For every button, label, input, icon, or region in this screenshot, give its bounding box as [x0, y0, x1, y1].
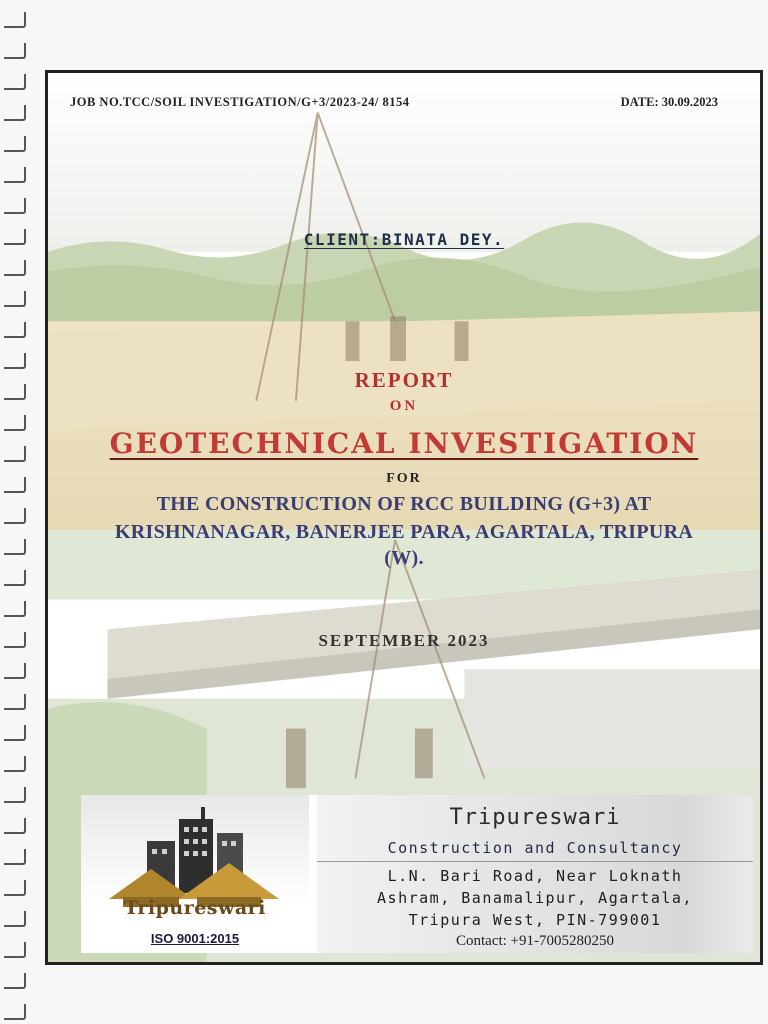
binding-ring — [4, 849, 26, 865]
binding-ring — [4, 725, 26, 741]
binding-ring — [4, 136, 26, 152]
job-number: JOB NO.TCC/SOIL INVESTIGATION/G+3/2023-24/ 8154 — [70, 95, 410, 109]
company-footer — [81, 795, 753, 953]
binding-ring — [4, 477, 26, 493]
main-title: GEOTECHNICAL INVESTIGATION — [109, 427, 699, 460]
binding-ring — [4, 632, 26, 648]
for-label: FOR — [386, 471, 422, 486]
binding-ring — [4, 260, 26, 276]
binding-ring — [4, 415, 26, 431]
binding-ring — [4, 384, 26, 400]
binding-ring — [4, 1004, 26, 1020]
binding-ring — [4, 973, 26, 989]
report-label: REPORT — [354, 368, 454, 392]
address-line-1: L.N. Bari Road, Near Loknath — [387, 867, 683, 885]
logo-wordmark: Tripureswari — [124, 897, 266, 919]
binding-ring — [4, 601, 26, 617]
client-name: CLIENT:BINATA DEY. — [303, 230, 505, 249]
address-line-2: Ashram, Banamalipur, Agartala, — [377, 889, 693, 907]
binding-ring — [4, 105, 26, 121]
company-name: Tripureswari — [449, 805, 621, 830]
company-info — [317, 795, 753, 953]
binding-ring — [4, 663, 26, 679]
binding-ring — [4, 229, 26, 245]
binding-ring — [4, 942, 26, 958]
subtitle-line-1: THE CONSTRUCTION OF RCC BUILDING (G+3) AT — [156, 493, 652, 515]
spiral-binding — [0, 0, 36, 1024]
binding-ring — [4, 508, 26, 524]
on-label: ON — [389, 398, 419, 414]
iso-certification: ISO 9001:2015 — [150, 931, 240, 946]
company-logo — [81, 795, 309, 953]
binding-ring — [4, 322, 26, 338]
divider — [317, 861, 753, 862]
binding-ring — [4, 74, 26, 90]
binding-ring — [4, 198, 26, 214]
binding-ring — [4, 12, 26, 28]
binding-ring — [4, 694, 26, 710]
contact-number: Contact: +91-7005280250 — [455, 933, 615, 949]
subtitle-line-2: KRISHNANAGAR, BANERJEE PARA, AGARTALA, TRIPURA — [114, 521, 694, 543]
binding-ring — [4, 353, 26, 369]
report-date: DATE: 30.09.2023 — [620, 95, 718, 109]
binding-ring — [4, 818, 26, 834]
binding-ring — [4, 167, 26, 183]
binding-ring — [4, 787, 26, 803]
report-cover — [45, 70, 763, 965]
binding-ring — [4, 911, 26, 927]
report-month: SEPTEMBER 2023 — [318, 631, 490, 650]
binding-ring — [4, 539, 26, 555]
binding-ring — [4, 291, 26, 307]
binding-ring — [4, 570, 26, 586]
company-tagline: Construction and Consultancy — [387, 839, 683, 857]
address-line-3: Tripura West, PIN-799001 — [408, 911, 662, 929]
binding-ring — [4, 756, 26, 772]
binding-ring — [4, 43, 26, 59]
binding-ring — [4, 446, 26, 462]
subtitle-line-3: (W). — [384, 547, 424, 569]
binding-ring — [4, 880, 26, 896]
